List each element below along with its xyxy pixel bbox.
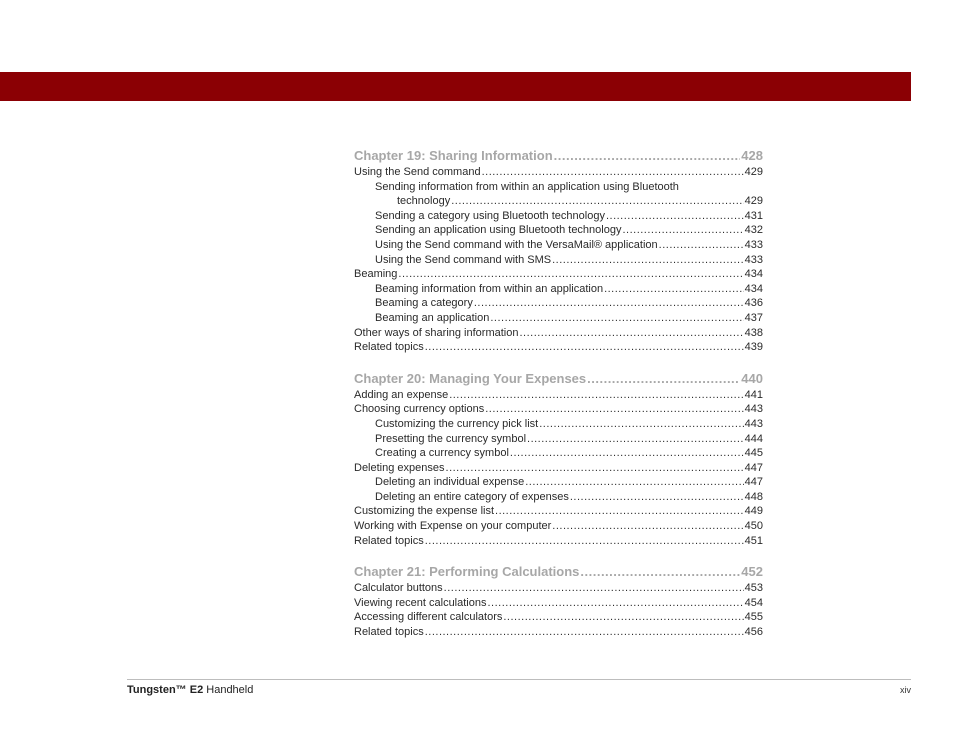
- entry-page: 443: [744, 417, 763, 430]
- toc-entry[interactable]: [354, 209, 763, 224]
- dot-leader: [482, 165, 744, 180]
- toc-entry[interactable]: [354, 581, 763, 596]
- toc-entry[interactable]: [354, 253, 763, 268]
- dot-leader: [587, 371, 740, 386]
- entry-title: Deleting an entire category of expenses: [375, 490, 569, 503]
- entry-title: Beaming information from within an application: [375, 282, 604, 295]
- entry-page: 450: [744, 520, 763, 533]
- toc-entry[interactable]: [354, 223, 763, 238]
- chapter-page: 452: [741, 564, 763, 580]
- entry-page: 456: [744, 626, 763, 639]
- entry-page: 449: [744, 505, 763, 518]
- dot-leader: [527, 432, 744, 447]
- chapter-20-heading[interactable]: [354, 371, 763, 388]
- footer-page-number: xiv: [900, 685, 911, 695]
- entry-page: 437: [744, 311, 763, 324]
- dot-leader: [510, 446, 744, 461]
- toc-entry[interactable]: [354, 326, 763, 341]
- entry-page: 447: [744, 476, 763, 489]
- entry-page: 445: [744, 447, 763, 460]
- chapter-page: 440: [741, 370, 763, 386]
- chapter-title: Chapter 20: Managing Your Expenses: [354, 370, 587, 386]
- entry-title: Choosing currency options: [354, 403, 485, 416]
- chapter-21-heading[interactable]: [354, 564, 763, 581]
- toc-entry[interactable]: [354, 610, 763, 625]
- toc-entry[interactable]: [354, 534, 763, 549]
- dot-leader: [552, 519, 743, 534]
- table-of-contents: [354, 148, 763, 640]
- toc-entry[interactable]: [354, 446, 763, 461]
- entry-title: Using the Send command with the VersaMail® application: [375, 238, 658, 251]
- entry-page: 454: [744, 596, 763, 609]
- entry-title: Sending an application using Bluetooth technology: [375, 224, 622, 237]
- chapter-19-heading[interactable]: [354, 148, 763, 165]
- entry-title: Viewing recent calculations: [354, 596, 487, 609]
- dot-leader: [552, 253, 744, 268]
- footer-product-name: [127, 684, 253, 696]
- entry-page: 429: [744, 166, 763, 178]
- dot-leader: [487, 596, 743, 611]
- entry-title: Deleting expenses: [354, 461, 445, 474]
- entry-page: 433: [744, 253, 763, 266]
- entry-title: Related topics: [354, 626, 424, 639]
- entry-title: technology: [397, 195, 451, 208]
- toc-entry[interactable]: [354, 388, 763, 403]
- entry-title: Related topics: [354, 534, 424, 547]
- dot-leader: [490, 311, 743, 326]
- toc-entry[interactable]: [354, 267, 763, 282]
- toc-entry[interactable]: [354, 504, 763, 519]
- toc-entry[interactable]: [354, 296, 763, 311]
- dot-leader: [606, 209, 744, 224]
- entry-title: Adding an expense: [354, 388, 449, 401]
- entry-title: Beaming a category: [375, 297, 473, 310]
- entry-title: Using the Send command: [354, 166, 481, 178]
- toc-entry[interactable]: [354, 461, 763, 476]
- entry-title: Calculator buttons: [354, 582, 443, 595]
- entry-title: Using the Send command with SMS: [375, 253, 552, 266]
- entry-page: 447: [744, 461, 763, 474]
- entry-page: 444: [744, 432, 763, 445]
- toc-entry[interactable]: [354, 417, 763, 432]
- entry-page: 455: [744, 611, 763, 624]
- toc-entry[interactable]: [354, 282, 763, 297]
- toc-entry[interactable]: [354, 238, 763, 253]
- dot-leader: [503, 610, 743, 625]
- entry-page: 453: [744, 582, 763, 595]
- dot-leader: [604, 282, 744, 297]
- entry-title: Other ways of sharing information: [354, 326, 519, 339]
- dot-leader: [525, 475, 743, 490]
- entry-title: Deleting an individual expense: [375, 476, 525, 489]
- chapter-title: Chapter 19: Sharing Information: [354, 148, 553, 163]
- dot-leader: [451, 194, 743, 209]
- dot-leader: [570, 490, 744, 505]
- toc-entry[interactable]: [354, 311, 763, 326]
- entry-page: 432: [744, 224, 763, 237]
- toc-entry[interactable]: [354, 596, 763, 611]
- footer-product-rest: Handheld: [203, 684, 254, 696]
- entry-title: Presetting the currency symbol: [375, 432, 527, 445]
- dot-leader: [425, 625, 744, 640]
- toc-entry[interactable]: [354, 402, 763, 417]
- entry-title: Creating a currency symbol: [375, 447, 509, 460]
- toc-entry-continued[interactable]: [354, 194, 763, 209]
- dot-leader: [580, 564, 740, 579]
- dot-leader: [425, 534, 744, 549]
- entry-page: 436: [744, 297, 763, 310]
- dot-leader: [622, 223, 743, 238]
- entry-title: Beaming an application: [375, 311, 490, 324]
- entry-page: 441: [744, 388, 763, 401]
- dot-leader: [495, 504, 744, 519]
- entry-title: Customizing the expense list: [354, 505, 495, 518]
- footer-divider: [127, 679, 911, 680]
- entry-page: 443: [744, 403, 763, 416]
- dot-leader: [425, 340, 744, 355]
- entry-title: Related topics: [354, 341, 424, 354]
- toc-entry[interactable]: [354, 180, 763, 195]
- entry-title: Sending information from within an application using Bluetooth: [375, 180, 679, 193]
- entry-page: 451: [744, 534, 763, 547]
- chapter-title: Chapter 21: Performing Calculations: [354, 564, 580, 580]
- dot-leader: [519, 326, 743, 341]
- dot-leader: [539, 417, 743, 432]
- entry-title: Working with Expense on your computer: [354, 520, 552, 533]
- entry-page: 438: [744, 326, 763, 339]
- dot-leader: [446, 461, 744, 476]
- entry-page: 434: [744, 268, 763, 281]
- toc-entry[interactable]: [354, 165, 763, 180]
- toc-entry[interactable]: [354, 475, 763, 490]
- dot-leader: [485, 402, 743, 417]
- dot-leader: [659, 238, 744, 253]
- chapter-page: 428: [741, 148, 763, 163]
- entry-title: Accessing different calculators: [354, 611, 503, 624]
- toc-entry[interactable]: [354, 432, 763, 447]
- entry-title: Beaming: [354, 268, 398, 281]
- entry-page: 439: [744, 341, 763, 354]
- toc-entry[interactable]: [354, 519, 763, 534]
- entry-page: 434: [744, 282, 763, 295]
- entry-title: Customizing the currency pick list: [375, 417, 539, 430]
- toc-entry[interactable]: [354, 625, 763, 640]
- entry-page: 429: [744, 195, 763, 208]
- entry-title: Sending a category using Bluetooth technology: [375, 209, 605, 222]
- dot-leader: [449, 388, 743, 403]
- header-banner: [0, 72, 911, 101]
- dot-leader: [554, 148, 741, 163]
- dot-leader: [474, 296, 744, 311]
- toc-entry[interactable]: [354, 340, 763, 355]
- entry-page: 431: [744, 209, 763, 222]
- dot-leader: [398, 267, 743, 282]
- entry-page: 433: [744, 238, 763, 251]
- entry-page: 448: [744, 490, 763, 503]
- dot-leader: [444, 581, 744, 596]
- toc-entry[interactable]: [354, 490, 763, 505]
- footer-product-bold: Tungsten™ E2: [127, 684, 204, 696]
